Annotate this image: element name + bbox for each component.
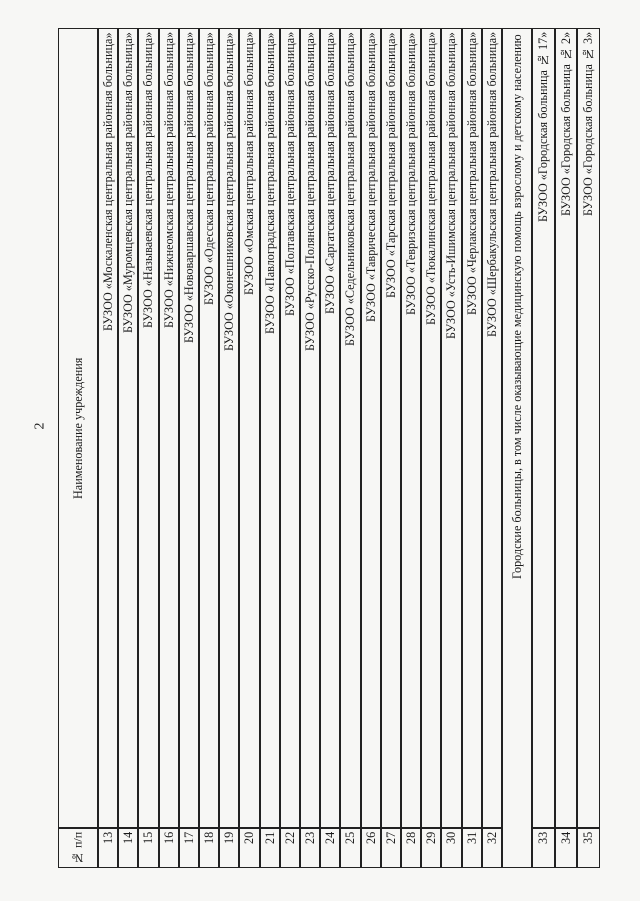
row-number: 32 — [484, 832, 499, 845]
institution-name: БУЗОО «Таврическая центральная районная больница» — [363, 32, 378, 322]
row-number: 34 — [558, 832, 573, 845]
row-number: 21 — [262, 832, 277, 845]
row-number: 27 — [383, 832, 398, 845]
row-number: 15 — [141, 832, 156, 845]
institution-name: БУЗОО «Шербакульская центральная районная больница» — [484, 32, 499, 338]
row-number: 33 — [536, 832, 551, 845]
row-number: 23 — [302, 832, 317, 845]
institution-name: БУЗОО «Тарская центральная районная больница» — [383, 32, 398, 298]
institution-name: БУЗОО «Называевская центральная районная больница» — [141, 32, 156, 329]
row-number: 13 — [100, 832, 115, 845]
institution-name: БУЗОО «Саргатская центральная районная больница» — [323, 32, 338, 315]
institution-name: БУЗОО «Полтавская центральная районная больница» — [282, 32, 297, 317]
row-number: 25 — [343, 832, 358, 845]
institution-name: БУЗОО «Тевризская центральная районная больница» — [403, 32, 418, 315]
institution-name: БУЗОО «Нижнеомская центральная районная больница» — [161, 32, 176, 329]
row-number: 20 — [242, 832, 257, 845]
row-number: 26 — [363, 832, 378, 845]
row-number: 18 — [201, 832, 216, 845]
header-num: № п/п — [70, 831, 85, 865]
institution-name: БУЗОО «Одесская центральная районная больница» — [201, 32, 216, 305]
row-number: 14 — [121, 832, 136, 845]
institution-name: БУЗОО «Усть-Ишимская центральная районная больница» — [444, 32, 459, 339]
institution-name: БУЗОО «Оконешниковская центральная районная больница» — [222, 32, 237, 351]
institution-name: БУЗОО «Москаленская центральная районная больница» — [100, 32, 115, 331]
page-number: 2 — [32, 422, 48, 430]
institution-name: БУЗОО «Нововаршавская центральная районная больница» — [181, 32, 196, 344]
row-number: 35 — [581, 832, 596, 845]
institution-name: БУЗОО «Тюкалинская центральная районная больница» — [424, 32, 439, 326]
institution-name: БУЗОО «Омская центральная районная больница» — [242, 32, 257, 296]
row-number: 28 — [403, 832, 418, 845]
row-number: 31 — [464, 832, 479, 845]
row-number: 19 — [222, 832, 237, 845]
institution-name: БУЗОО «Городская больница № 2» — [558, 32, 573, 217]
row-number: 22 — [282, 832, 297, 845]
institution-name: БУЗОО «Городская больница № 3» — [581, 32, 596, 217]
institution-name: БУЗОО «Павлоградская центральная районная больница» — [262, 32, 277, 334]
row-number: 29 — [424, 832, 439, 845]
group-heading: Городские больницы, в том числе оказывающие медицинскую помощь взрослому и детскому населению — [509, 34, 524, 579]
institution-name: БУЗОО «Русско-Полянская центральная районная больница» — [302, 32, 317, 352]
institution-name: БУЗОО «Седельниковская центральная районная больница» — [343, 32, 358, 346]
row-number: 16 — [161, 832, 176, 845]
row-number: 17 — [181, 832, 196, 845]
institution-name: БУЗОО «Муромцевская центральная районная больница» — [121, 32, 136, 333]
header-name: Наименование учреждения — [70, 357, 85, 499]
row-number: 30 — [444, 832, 459, 845]
row-number: 24 — [323, 832, 338, 845]
institution-name: БУЗОО «Городская больница № 17» — [536, 32, 551, 223]
institution-name: БУЗОО «Черлакская центральная районная больница» — [464, 32, 479, 316]
